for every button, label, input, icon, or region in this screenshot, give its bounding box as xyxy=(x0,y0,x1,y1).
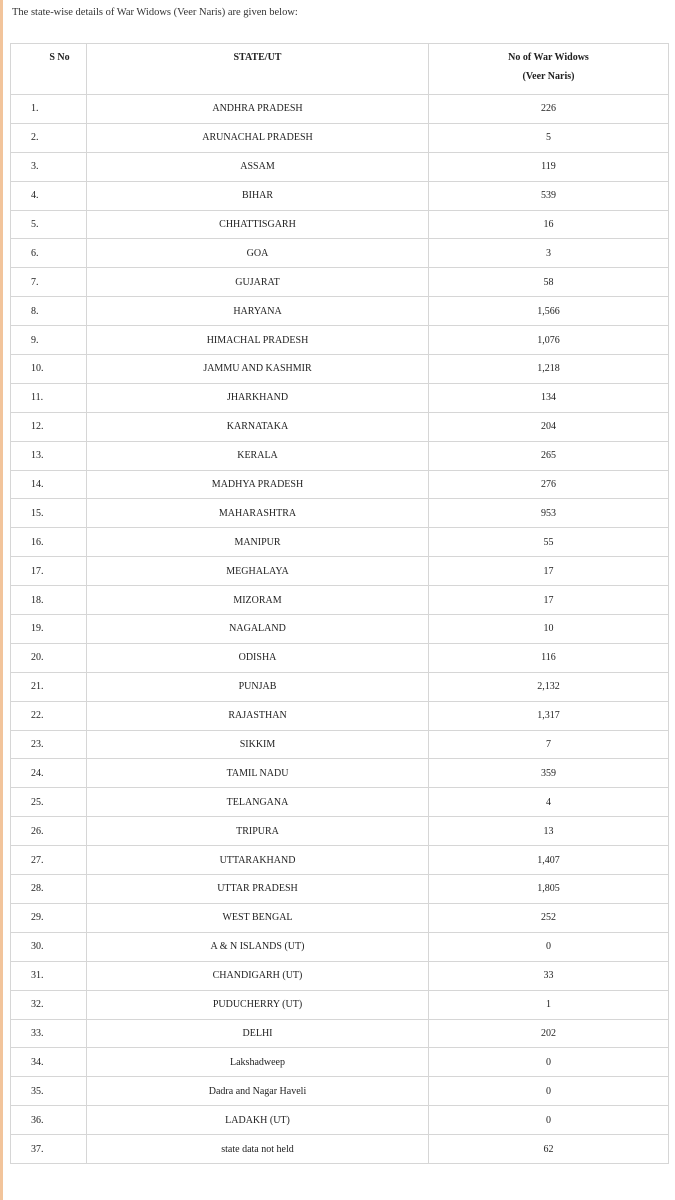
cell-state: CHHATTISGARH xyxy=(87,210,429,239)
cell-count: 5 xyxy=(429,123,669,152)
cell-count: 119 xyxy=(429,152,669,181)
cell-sno: 21. xyxy=(11,672,87,701)
header-sno: S No xyxy=(11,44,87,95)
cell-state: MADHYA PRADESH xyxy=(87,470,429,499)
cell-count: 13 xyxy=(429,817,669,846)
table-row xyxy=(11,181,669,210)
cell-state: MIZORAM xyxy=(87,586,429,615)
cell-state: WEST BENGAL xyxy=(87,903,429,932)
cell-state: PUDUCHERRY (UT) xyxy=(87,990,429,1019)
cell-count: 116 xyxy=(429,643,669,672)
cell-sno: 15. xyxy=(11,499,87,528)
table-row xyxy=(11,383,669,412)
table-row xyxy=(11,1135,669,1164)
cell-state: GUJARAT xyxy=(87,268,429,297)
cell-state: JHARKHAND xyxy=(87,383,429,412)
header-count-line2: (Veer Naris) xyxy=(522,71,575,82)
cell-sno: 4. xyxy=(11,181,87,210)
cell-sno: 23. xyxy=(11,730,87,759)
table-row xyxy=(11,586,669,615)
cell-state: PUNJAB xyxy=(87,672,429,701)
cell-count: 226 xyxy=(429,95,669,124)
cell-sno: 18. xyxy=(11,586,87,615)
cell-sno: 19. xyxy=(11,615,87,644)
table-row xyxy=(11,990,669,1019)
table-row xyxy=(11,152,669,181)
cell-state: GOA xyxy=(87,239,429,268)
table-row xyxy=(11,672,669,701)
cell-count: 1,317 xyxy=(429,701,669,730)
cell-sno: 29. xyxy=(11,903,87,932)
cell-sno: 9. xyxy=(11,326,87,355)
cell-count: 539 xyxy=(429,181,669,210)
table-row xyxy=(11,355,669,384)
table-row xyxy=(11,903,669,932)
cell-count: 2,132 xyxy=(429,672,669,701)
table-header-row xyxy=(11,44,669,95)
cell-sno: 5. xyxy=(11,210,87,239)
page-accent-border xyxy=(0,0,3,1200)
cell-state: TRIPURA xyxy=(87,817,429,846)
table-row xyxy=(11,643,669,672)
cell-count: 0 xyxy=(429,932,669,961)
cell-state: Lakshadweep xyxy=(87,1048,429,1077)
cell-sno: 26. xyxy=(11,817,87,846)
cell-state: LADAKH (UT) xyxy=(87,1106,429,1135)
cell-state: TAMIL NADU xyxy=(87,759,429,788)
cell-sno: 28. xyxy=(11,875,87,904)
cell-sno: 20. xyxy=(11,643,87,672)
cell-state: JAMMU AND KASHMIR xyxy=(87,355,429,384)
table-row xyxy=(11,499,669,528)
cell-sno: 35. xyxy=(11,1077,87,1106)
table-row xyxy=(11,961,669,990)
intro-text: The state-wise details of War Widows (Veer Naris) are given below: xyxy=(12,7,298,18)
table-row xyxy=(11,788,669,817)
cell-count: 265 xyxy=(429,441,669,470)
cell-state: BIHAR xyxy=(87,181,429,210)
cell-state: NAGALAND xyxy=(87,615,429,644)
cell-count: 16 xyxy=(429,210,669,239)
table-row xyxy=(11,932,669,961)
cell-sno: 14. xyxy=(11,470,87,499)
cell-state: RAJASTHAN xyxy=(87,701,429,730)
cell-count: 62 xyxy=(429,1135,669,1164)
cell-sno: 16. xyxy=(11,528,87,557)
cell-count: 55 xyxy=(429,528,669,557)
cell-state: DELHI xyxy=(87,1019,429,1048)
table-row xyxy=(11,297,669,326)
cell-count: 0 xyxy=(429,1106,669,1135)
cell-state: ARUNACHAL PRADESH xyxy=(87,123,429,152)
cell-sno: 12. xyxy=(11,412,87,441)
table-row xyxy=(11,759,669,788)
cell-sno: 3. xyxy=(11,152,87,181)
cell-sno: 11. xyxy=(11,383,87,412)
cell-count: 202 xyxy=(429,1019,669,1048)
cell-count: 359 xyxy=(429,759,669,788)
cell-state: MANIPUR xyxy=(87,528,429,557)
cell-state: KARNATAKA xyxy=(87,412,429,441)
cell-count: 1,218 xyxy=(429,355,669,384)
cell-state: state data not held xyxy=(87,1135,429,1164)
cell-state: A & N ISLANDS (UT) xyxy=(87,932,429,961)
header-count-line1: No of War Widows xyxy=(508,52,589,63)
table-row xyxy=(11,441,669,470)
cell-state: TELANGANA xyxy=(87,788,429,817)
table-row xyxy=(11,123,669,152)
table-row xyxy=(11,1019,669,1048)
war-widows-table xyxy=(10,43,669,1164)
cell-count: 17 xyxy=(429,557,669,586)
cell-sno: 22. xyxy=(11,701,87,730)
cell-sno: 24. xyxy=(11,759,87,788)
cell-sno: 25. xyxy=(11,788,87,817)
cell-state: MAHARASHTRA xyxy=(87,499,429,528)
table-row xyxy=(11,528,669,557)
table-row xyxy=(11,846,669,875)
cell-count: 33 xyxy=(429,961,669,990)
cell-state: MEGHALAYA xyxy=(87,557,429,586)
cell-state: CHANDIGARH (UT) xyxy=(87,961,429,990)
cell-count: 17 xyxy=(429,586,669,615)
cell-state: UTTARAKHAND xyxy=(87,846,429,875)
cell-sno: 10. xyxy=(11,355,87,384)
table-row xyxy=(11,557,669,586)
table-row xyxy=(11,817,669,846)
cell-sno: 6. xyxy=(11,239,87,268)
cell-count: 7 xyxy=(429,730,669,759)
cell-state: Dadra and Nagar Haveli xyxy=(87,1077,429,1106)
table-row xyxy=(11,470,669,499)
cell-sno: 1. xyxy=(11,95,87,124)
cell-state: UTTAR PRADESH xyxy=(87,875,429,904)
cell-state: ASSAM xyxy=(87,152,429,181)
cell-state: ANDHRA PRADESH xyxy=(87,95,429,124)
cell-count: 3 xyxy=(429,239,669,268)
cell-sno: 36. xyxy=(11,1106,87,1135)
cell-sno: 34. xyxy=(11,1048,87,1077)
cell-count: 58 xyxy=(429,268,669,297)
cell-state: SIKKIM xyxy=(87,730,429,759)
cell-count: 0 xyxy=(429,1048,669,1077)
table-row xyxy=(11,1106,669,1135)
cell-sno: 17. xyxy=(11,557,87,586)
table-row xyxy=(11,268,669,297)
cell-count: 1 xyxy=(429,990,669,1019)
table-row xyxy=(11,701,669,730)
table-row xyxy=(11,239,669,268)
table-row xyxy=(11,326,669,355)
cell-state: KERALA xyxy=(87,441,429,470)
cell-sno: 33. xyxy=(11,1019,87,1048)
cell-count: 1,805 xyxy=(429,875,669,904)
table-row xyxy=(11,615,669,644)
cell-sno: 31. xyxy=(11,961,87,990)
cell-count: 1,407 xyxy=(429,846,669,875)
cell-sno: 30. xyxy=(11,932,87,961)
cell-state: HIMACHAL PRADESH xyxy=(87,326,429,355)
table-row xyxy=(11,730,669,759)
header-state: STATE/UT xyxy=(87,44,429,95)
cell-count: 953 xyxy=(429,499,669,528)
table-row xyxy=(11,412,669,441)
cell-count: 4 xyxy=(429,788,669,817)
table-row xyxy=(11,1077,669,1106)
cell-state: HARYANA xyxy=(87,297,429,326)
table-body xyxy=(11,44,669,1164)
cell-count: 134 xyxy=(429,383,669,412)
cell-sno: 2. xyxy=(11,123,87,152)
cell-count: 1,076 xyxy=(429,326,669,355)
cell-count: 1,566 xyxy=(429,297,669,326)
cell-sno: 37. xyxy=(11,1135,87,1164)
table-row xyxy=(11,875,669,904)
table-row xyxy=(11,95,669,124)
table-row xyxy=(11,210,669,239)
cell-sno: 8. xyxy=(11,297,87,326)
cell-sno: 7. xyxy=(11,268,87,297)
header-count xyxy=(429,44,669,95)
cell-state: ODISHA xyxy=(87,643,429,672)
cell-count: 0 xyxy=(429,1077,669,1106)
cell-sno: 32. xyxy=(11,990,87,1019)
table-row xyxy=(11,1048,669,1077)
cell-count: 204 xyxy=(429,412,669,441)
cell-sno: 27. xyxy=(11,846,87,875)
cell-count: 10 xyxy=(429,615,669,644)
cell-count: 276 xyxy=(429,470,669,499)
cell-count: 252 xyxy=(429,903,669,932)
cell-sno: 13. xyxy=(11,441,87,470)
